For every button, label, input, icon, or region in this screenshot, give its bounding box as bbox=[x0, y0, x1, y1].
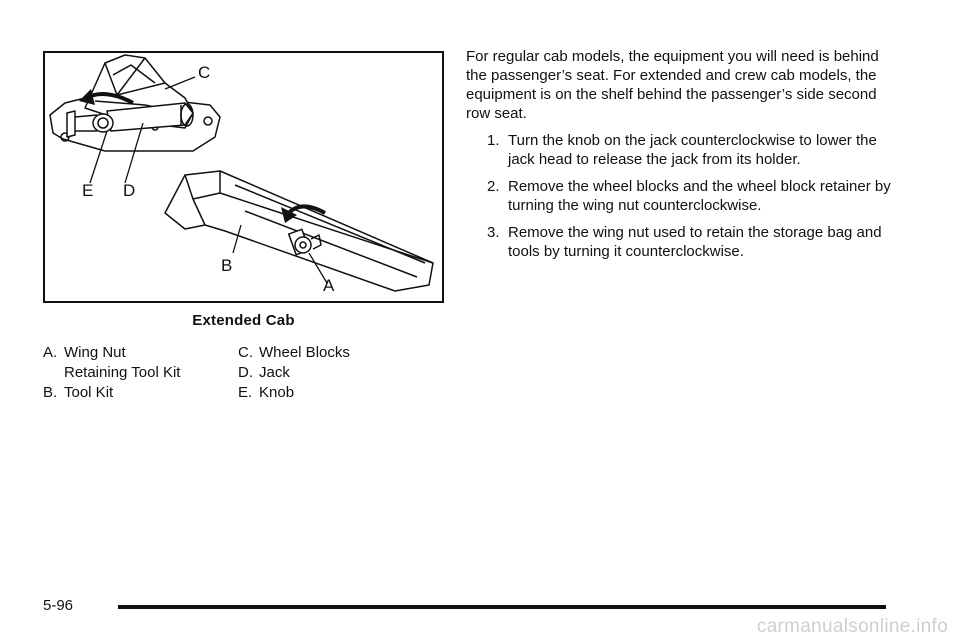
wheel-block-assembly bbox=[50, 55, 220, 151]
step-text: Turn the knob on the jack counterclockwise to lower the jack head to release the jack from its holder. bbox=[508, 132, 877, 168]
legend-letter: B. bbox=[43, 384, 58, 401]
leader-line-c bbox=[165, 77, 195, 89]
legend-text: Wheel Blocks bbox=[259, 344, 350, 361]
legend-letter: E. bbox=[238, 384, 253, 401]
legend-right-column bbox=[238, 343, 438, 403]
step-number: 3. bbox=[487, 224, 500, 241]
step-number: 2. bbox=[487, 178, 500, 195]
legend-letter: D. bbox=[238, 364, 253, 381]
legend-item-c bbox=[238, 343, 438, 363]
step-1 bbox=[487, 131, 896, 169]
legend-text: Knob bbox=[259, 384, 295, 401]
illustration-frame bbox=[43, 51, 444, 303]
legend-item-d bbox=[238, 363, 438, 383]
intro-paragraph: For regular cab models, the equipment you will need is behind the passenger’s seat. For extended and crew cab models, the equipment is on the shelf behind the passenger’s side second row seat. bbox=[466, 48, 879, 122]
legend-item-a bbox=[43, 343, 233, 363]
instructions-column bbox=[466, 47, 896, 269]
jack-tool-kit-illustration bbox=[45, 53, 442, 301]
callout-b: B bbox=[221, 256, 233, 275]
legend-item-a-continued bbox=[43, 363, 233, 383]
legend-item-e bbox=[238, 383, 438, 403]
legend-item-b bbox=[43, 383, 233, 403]
step-text: Remove the wing nut used to retain the storage bag and tools by turning it counterclockwise. bbox=[508, 224, 882, 260]
legend-letter: A. bbox=[43, 344, 58, 361]
callout-a: A bbox=[323, 276, 335, 295]
legend-letter: C. bbox=[238, 344, 253, 361]
legend-text: Retaining Tool Kit bbox=[64, 364, 181, 381]
callout-c: C bbox=[198, 63, 211, 82]
step-2 bbox=[487, 177, 896, 215]
step-text: Remove the wheel blocks and the wheel block retainer by turning the wing nut counterclockwise. bbox=[508, 178, 891, 214]
legend-text: Tool Kit bbox=[64, 384, 114, 401]
page-number: 5-96 bbox=[43, 597, 74, 614]
figure-caption: Extended Cab bbox=[192, 312, 295, 329]
legend-text: Wing Nut bbox=[64, 344, 126, 361]
watermark: carmanualsonline.info bbox=[756, 616, 948, 637]
callout-d: D bbox=[123, 181, 136, 200]
legend-left-column bbox=[43, 343, 233, 403]
step-3 bbox=[487, 223, 896, 261]
legend-text: Jack bbox=[259, 364, 290, 381]
callout-e: E bbox=[82, 181, 94, 200]
tool-kit-bag bbox=[165, 171, 433, 291]
step-number: 1. bbox=[487, 132, 500, 149]
footer-divider bbox=[118, 605, 886, 609]
